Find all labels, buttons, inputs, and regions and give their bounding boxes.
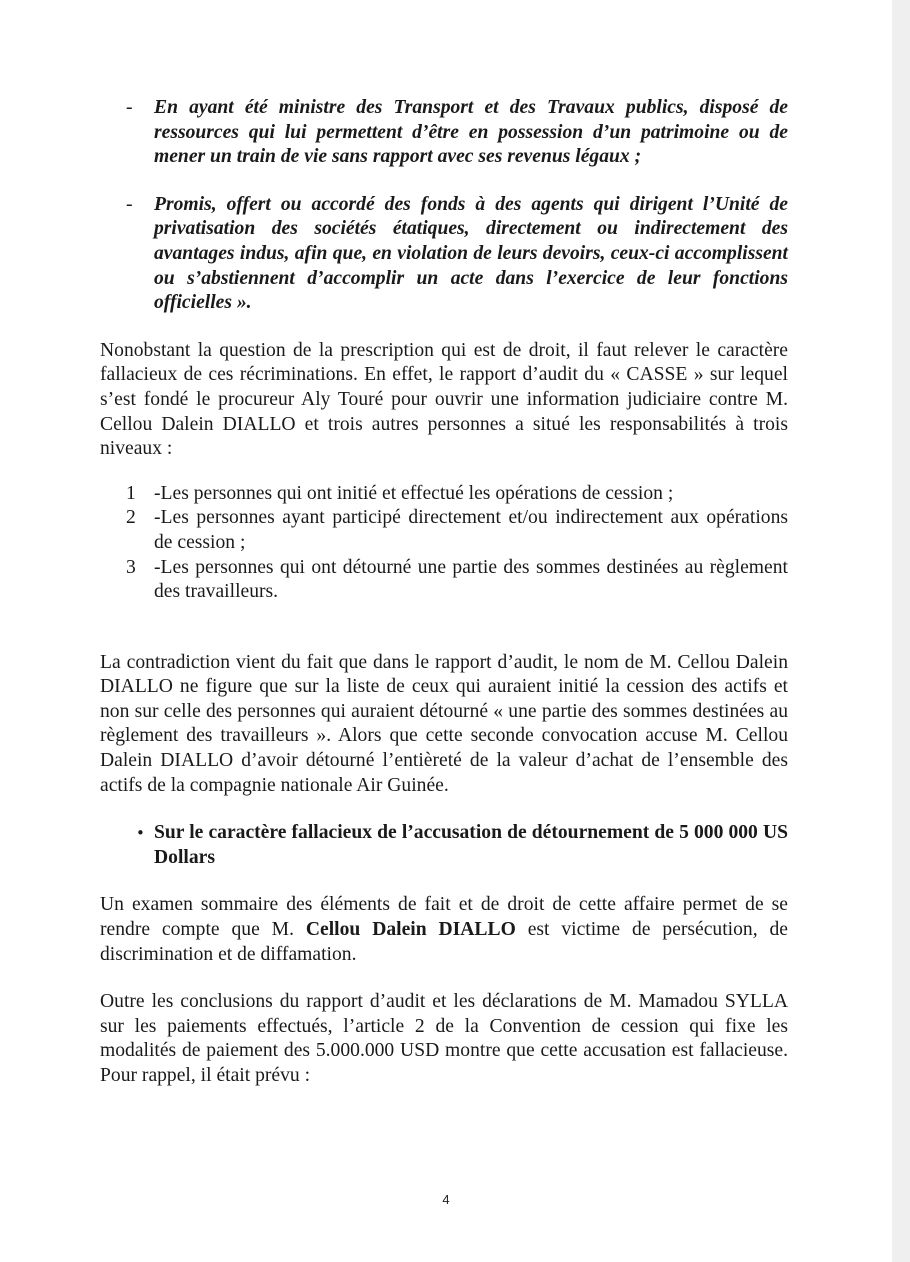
number-marker: 3: [126, 556, 136, 578]
paragraph: Outre les conclusions du rapport d’audit et les déclarations de M. Mamadou SYLLA sur les paiements effectués, l’article 2 de la Convention de cession qui fixe les modalités de paiement des 5.000.000 USD montre que cette accusation est fallacieuse. Pour rappel, il était prévu :: [100, 991, 788, 1086]
bullet-marker: •: [136, 824, 145, 843]
viewer-edge: [892, 0, 910, 1262]
number-marker: 1: [126, 482, 136, 504]
person-name: Cellou Dalein DIALLO: [305, 919, 516, 941]
list-item: [100, 193, 788, 316]
section-heading-text: Sur le caractère fallacieux de l’accusation de détournement de 5 000 000 US Dollars: [154, 822, 788, 868]
numbered-item: [100, 506, 788, 555]
paragraph-text: Un examen sommaire des éléments de fait et de droit de cette affaire permet de se rendre compte que M.: [100, 894, 788, 941]
numbered-item-text: -Les personnes qui ont détourné une partie des sommes destinées au règlement des travailleurs.: [154, 556, 788, 603]
numbered-item: [100, 556, 788, 605]
dash-marker: -: [126, 193, 133, 215]
list-item-text: En ayant été ministre des Transport et des Travaux publics, disposé de ressources qui lui permettent d’être en possession d’un patrimoine ou de mener un train de vie sans rapport avec ses revenus légaux ;: [154, 97, 788, 168]
paragraph: [100, 893, 788, 967]
numbered-item-text: -Les personnes qui ont initié et effectué les opérations de cession ;: [154, 482, 674, 504]
numbered-item: [100, 482, 788, 507]
number-marker: 2: [126, 507, 136, 529]
page-number: 4: [442, 1192, 450, 1207]
paragraph: La contradiction vient du fait que dans le rapport d’audit, le nom de M. Cellou Dalein DIALLO ne figure que sur la liste de ceux qui auraient initié la cession des actifs et non sur celle des personnes qui auraient détourné « une partie des sommes destinées au règlement des travailleurs ». Alors que cette seconde convocation accuse M. Cellou Dalein DIALLO d’avoir détourné l’entièreté de la valeur d’achat de l’ensemble des actifs de la compagnie nationale Air Guinée.: [100, 651, 788, 796]
paragraph-text: est victime de persécution, de discrimination et de diffamation.: [100, 919, 788, 965]
page-content: [100, 96, 788, 1089]
paragraph: Nonobstant la question de la prescription qui est de droit, il faut relever le caractère fallacieux de ces récriminations. En effet, le rapport d’audit du « CASSE » sur lequel s’est fondé le procureur Aly Touré pour ouvrir une information judiciaire contre M. Cellou Dalein DIALLO et trois autres personnes a situé les responsabilités à trois niveaux :: [100, 339, 788, 460]
list-item-text: Promis, offert ou accordé des fonds à des agents qui dirigent l’Unité de privatisation des sociétés étatiques, directement ou indirectement des avantages indus, afin que, en violation de leurs devoirs, ceux-ci accomplissent ou s’abstiennent d’accomplir un acte dans l’exercice de leur fonctions officielles ».: [154, 193, 788, 314]
dash-marker: -: [126, 97, 133, 118]
numbered-item-text: -Les personnes ayant participé directement et/ou indirectement aux opérations de cession ;: [154, 507, 788, 553]
list-item: [100, 96, 788, 170]
section-heading: [100, 821, 788, 870]
